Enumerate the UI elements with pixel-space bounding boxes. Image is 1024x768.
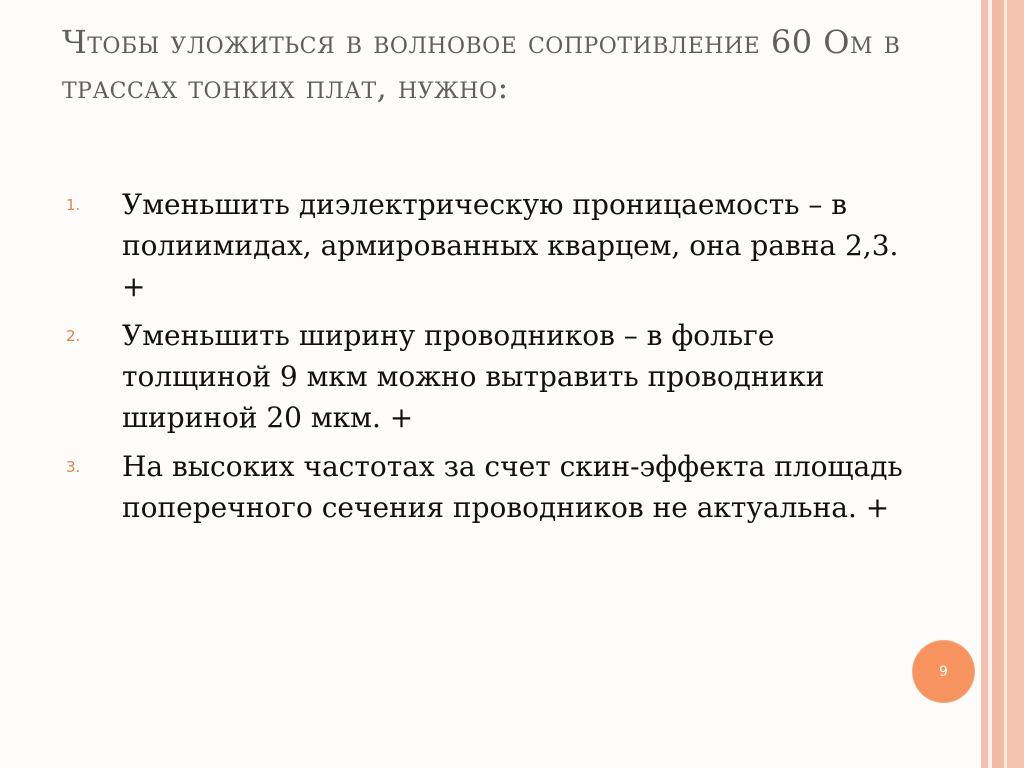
slide-title: Чтобы уложиться в волновое сопротивление 60 Ом в трассах тонких плат, нужно: <box>62 23 901 106</box>
decorative-stripe <box>992 0 1004 768</box>
list-item <box>62 184 922 307</box>
list-item-text: Уменьшить ширину проводников – в фольге толщиной 9 мкм можно вытравить проводники шириной 20 мкм. + <box>122 319 825 434</box>
decorative-stripe <box>981 0 988 768</box>
list-item <box>62 446 922 528</box>
list-item-text: Уменьшить диэлектрическую проницаемость – в полиимидах, армированных кварцем, она равна 2,3. + <box>122 188 899 303</box>
page-number-badge <box>913 641 974 702</box>
decorative-stripe <box>1007 0 1024 768</box>
list-item-number: 3. <box>66 458 81 476</box>
list-item-text: На высоких частотах за счет скин-эффекта площадь поперечного сечения проводников не актуальна. + <box>122 450 903 524</box>
list-item <box>62 315 922 438</box>
list-item-number: 2. <box>66 327 81 345</box>
numbered-list <box>62 184 922 536</box>
page-number: 9 <box>939 663 948 680</box>
list-item-number: 1. <box>66 196 81 214</box>
